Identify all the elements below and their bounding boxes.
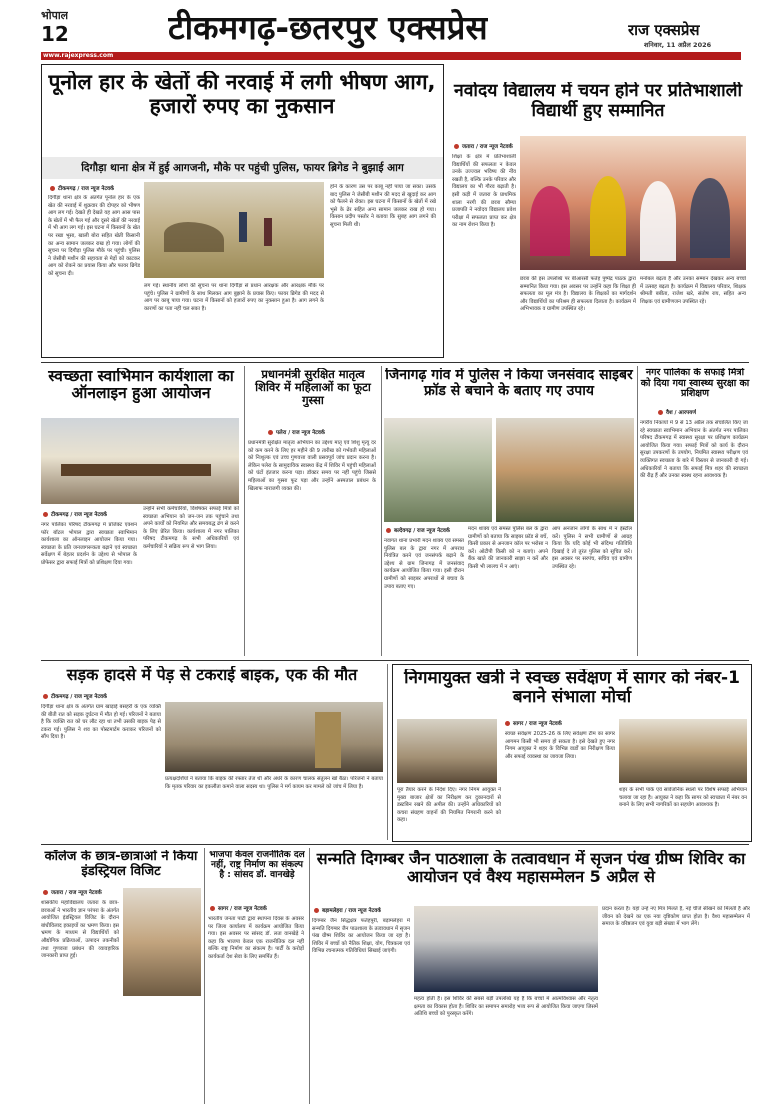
byline-dot-icon bbox=[314, 908, 319, 913]
camp-group-photo bbox=[414, 906, 598, 992]
byline-dot-icon bbox=[50, 186, 55, 191]
byline-text: जतारा / राज न्यूज नेटवर्क bbox=[462, 144, 513, 150]
story-column: लग गई। स्थानीय लोगों की सूचना पर थाना दिगौड़ा से प्रधान आरक्षक और आरक्षक मौके पर पहुंचे। पुलिस ने ग्रामीणों के साथ मिलकर आग बुझाने के प्रयास किए। फायर ब्रिगेड की मदद से आग पर काबू पाया गया। घटना में किसानों को हजारों रुपए का नुकसान हुआ है। आग लगने के कारणों का पता नहीं चल सका है। bbox=[144, 283, 324, 312]
story-college-visit bbox=[41, 848, 201, 1104]
inspection-photo bbox=[619, 719, 747, 783]
story-column: भारतीय जनता पार्टी द्वारा स्थापना दिवस के अवसर पर जिला कार्यालय में कार्यक्रम आयोजित किया गया। इस अवसर पर सांसद डॉ. लता वानखेड़े ने कहा कि भाजपा केवल एक राजनीतिक दल नहीं बल्कि राष्ट्र निर्माण का संकल्प है। पार्टी के करोड़ों कार्यकर्ता देश सेवा के लिए समर्पित हैं। bbox=[208, 916, 304, 960]
byline-dot-icon bbox=[43, 694, 48, 699]
story-navodaya bbox=[448, 64, 748, 354]
story-matritva bbox=[248, 366, 378, 656]
story-column: दिगम्बर जैन सिद्धक्षेत्र फतेहपुरी, बड़ामलेहरा में सन्मति दिगम्बर जैन पाठशाला के तत्वावधान में सृजन पंख ग्रीष्म शिविर का आयोजन किया जा रहा है। शिविर में बच्चों को नैतिक शिक्षा, योग, चित्रकला एवं विभिन्न रचनात्मक गतिविधियां सिखाई जाएंगी। bbox=[312, 918, 410, 955]
byline-text: सागर / राज न्यूज नेटवर्क bbox=[513, 721, 562, 727]
story-column: महत्व होती है। इस शिविर की सबसे बड़ी उपलब्धि यह है कि बच्चों में आत्मविश्वास और नेतृत्व क्षमता का विकास होता है। शिविर का समापन समारोह भव्य रूप से आयोजित किया जाएगा जिसमें अतिथि बच्चों को पुरस्कृत करेंगे। bbox=[414, 996, 598, 1018]
byline-text: टीकमगढ़ / राज न्यूज नेटवर्क bbox=[51, 512, 108, 518]
story-column: शासकीय महाविद्यालय जतारा के छात्र-छात्राओं ने भारतीय ज्ञान परंपरा के अंतर्गत आयोजित इंडस्ट्रियल विजिट के दौरान बांधीविलाद इकाइयों का भ्रमण किया। इस भ्रमण के माध्यम से विद्यार्थियों को औद्योगिक प्रक्रियाओं, उत्पादन तकनीकों तथा गुणवत्ता प्रबंधन की व्यावहारिक जानकारी प्राप्त हुई। bbox=[41, 900, 119, 960]
fire-field-photo bbox=[144, 182, 324, 278]
masthead-title: टीकमगढ़-छतरपुर एक्सप्रेस bbox=[168, 8, 488, 47]
byline-dot-icon bbox=[386, 528, 391, 533]
story-headline: सन्मति दिगम्बर जैन पाठशाला के तत्वावधान में सृजन पंख ग्रीष्म शिविर का आयोजन एवं वैश्य महासम्मेलन 5 अप्रैल से bbox=[316, 850, 746, 886]
workshop-photo bbox=[41, 418, 239, 504]
story-byline bbox=[43, 888, 102, 896]
story-column: मनोबल बढ़ता है और उनका सम्मान देखकर अन्य बच्चों में उत्साह बढ़ता है। कार्यक्रम में विद्यालय परिवार, शिक्षक श्रीमती बबीता, राजेश खरे, संतोष राय, सहित अन्य शिक्षक एवं ग्रामीणजन उपस्थित रहे। bbox=[640, 276, 746, 305]
byline-dot-icon bbox=[454, 144, 459, 149]
column-divider bbox=[204, 848, 205, 1104]
byline-text: बल्देवगढ़ / राज न्यूज नेटवर्क bbox=[394, 528, 450, 534]
byline-dot-icon bbox=[210, 906, 215, 911]
story-headline: भाजपा केवल राजनीतिक दल नहीं, राष्ट्र निर्माण का संकल्प है : सांसद डॉ. वानखेड़े bbox=[209, 850, 305, 881]
story-column: दिगौड़ा थाना क्षेत्र के अंतर्गत ग्राम खाड़ाई बसहरी के एक व्यक्ति की बीती रात को सड़क दुर्घटना में मौत हो गई। परिजनों ने बताया है कि व्यक्ति रात को घर लौट रहा था तभी उसकी बाइक पेड़ से टकरा गई। पुलिस ने शव का पोस्टमार्टम कराकर परिजनों को सौंप दिया है। bbox=[41, 704, 161, 741]
byline-text: टीकमगढ़ / राज न्यूज नेटवर्क bbox=[51, 694, 108, 700]
byline-dot-icon bbox=[268, 430, 273, 435]
story-sagar-cleanliness bbox=[392, 664, 752, 842]
city-label: भोपाल bbox=[41, 9, 69, 22]
story-headline: नवोदय विद्यालय में चयन होने पर प्रतिभाशाली विद्यार्थी हुए सम्मानित bbox=[453, 82, 742, 121]
story-headline: कॉलेज के छात्र-छात्राओं ने किया इंडस्ट्रियल विजिट bbox=[44, 850, 198, 879]
story-headline: प्रधानमंत्री सुरक्षित मातृत्व शिविर में महिलाओं का फूटा गुस्सा bbox=[255, 368, 371, 407]
story-fire bbox=[41, 64, 444, 358]
story-byline bbox=[658, 408, 696, 416]
story-byline bbox=[210, 904, 267, 912]
story-column: उन्होंने सभी कर्मचारियों, विशेषकर सफाई मित्रों को स्वच्छता अभियान को जन-जन तक पहुंचाने तथा अपने कार्यों को नियमित और समयबद्ध ढंग से करने के लिए प्रेरित किया। कार्यशाला में नगर पालिका परिषद टीकमगढ़ के सभी अधिकारियों एवं कर्मचारियों ने सक्रिय रूप से भाग लिया। bbox=[143, 506, 239, 550]
story-accident bbox=[41, 664, 383, 840]
story-workshop bbox=[41, 366, 241, 656]
column-divider bbox=[387, 664, 388, 840]
college-students-photo bbox=[123, 888, 201, 996]
story-byline bbox=[43, 692, 107, 700]
story-column: दिगौड़ा थाना क्षेत्र के अंतर्गत पूनोल हार के एक खेत की नरवाई में शुक्रवार की दोपहर को भीषण आग लग गई। देखते ही देखते यह आग आस पास के खेतों में भी फैल गई और दूसरे खेतों की नरवाई में भी आग लग गई। इस घटना में किसानों के खेत पर रखा भूसा, खाली बोरा सहित खेती किसानी का अन्य सामान जलकर राख हो गया। लोगों की सूचना पर दिगौड़ा पुलिस मौके पर पहुंची। पुलिस ने जेसीबी मशीन की सहायता से मेड़ों को काटकर आग को रोकने का प्रयास किया और फायर ब्रिगेड को सूचना दी। bbox=[48, 195, 140, 277]
accident-photo bbox=[165, 702, 383, 772]
column-divider bbox=[637, 366, 638, 656]
story-byline bbox=[505, 719, 562, 727]
story-headline: जिनागढ़ गांव में पुलिस ने किया जनसंवाद साइबर फ्रॉड से बचाने के बताए गए उपाय bbox=[385, 368, 633, 399]
byline-text: जतारा / राज न्यूज नेटवर्क bbox=[51, 890, 102, 896]
byline-text: सागर / राज न्यूज नेटवर्क bbox=[218, 906, 267, 912]
website-url[interactable]: www.rajexpress.com bbox=[43, 52, 114, 59]
story-column: नगर पालिका परिषद टीकमगढ़ में प्रोजेक्ट एक्शन फॉर बॉटल भोपाल द्वारा स्वच्छता स्वाभिमान कार्यशाला का ऑनलाइन आयोजन किया गया। स्वच्छता के प्रति जनजागरूकता बढ़ाने एवं स्वच्छता सर्वेक्षण में बेहतर प्रदर्शन के उद्देश्य से भोपाल के प्रोफेसर द्वारा सफाई मित्रों को प्रशिक्षण दिया गया। bbox=[41, 522, 137, 566]
story-jain-camp bbox=[312, 848, 750, 1104]
byline-dot-icon bbox=[43, 512, 48, 517]
story-column: प्रदान करता है। यहां उन्हें नए मित्र मिलते हैं, नई चीजें सीखने को मिलती हैं और जीवन को देखने का एक नया दृष्टिकोण प्राप्त होता है। वैश्य महासम्मेलन में समाज के वरिष्ठजन एवं युवा बड़ी संख्या में भाग लेंगे। bbox=[602, 906, 750, 928]
story-column: प्रधानमंत्री सुरक्षित मातृत्व अभियान का उद्देश्य मातृ एवं शिशु मृत्यु दर को कम करने के लिए हर महीने की 9 तारीख को गर्भवती महिलाओं को निःशुल्क एवं उच्च गुणवत्ता वाली प्रसवपूर्व जांच प्रदान करना है। लेकिन पलेरा के सामुदायिक स्वास्थ्य केंद्र में शिविर में पहुंची महिलाओं को घंटों इंतजार करना पड़ा। डॉक्टर समय पर नहीं पहुंचे जिससे महिलाओं का गुस्सा फूट पड़ा और उन्होंने अस्पताल प्रबंधन के खिलाफ नाराजगी व्यक्त की। bbox=[248, 440, 376, 492]
page-number: 12 bbox=[41, 22, 69, 46]
edition-date: शनिवार, 11 अप्रैल 2026 bbox=[644, 41, 712, 49]
column-divider bbox=[381, 366, 382, 656]
story-headline: नगर पालिका के सफाई मित्रों को दिया गया स्वास्थ्य सुरक्षा का प्रशिक्षण bbox=[640, 368, 750, 400]
section-divider bbox=[41, 660, 749, 661]
byline-text: वैश / आरपयर्ण bbox=[666, 410, 697, 416]
story-column: होने के कारण उस पर काबू नहीं पाया जा सका। उसके बाद पुलिस ने जेसीबी मशीन की मदद से खुदाई कर आग को फैलने से रोका। इस घटना में किसानों के खेतों में रखे भूसे के ढेर सहित अन्य सामान जलकर राख हो गया। किसान प्रदीप पस्तोर ने बताया कि सुबह आग लगने की सूचना मिली थी। bbox=[330, 184, 436, 228]
story-bjp bbox=[208, 848, 306, 1104]
story-column: नगरीय निकायों में 9 से 13 अप्रैल तक संचालित किए जा रहे स्वच्छता स्वाभिमान अभियान के अंतर्गत नगर पालिका परिषद टीकमगढ़ में स्वास्थ्य सुरक्षा पर प्रशिक्षण कार्यक्रम आयोजित किया गया। सफाई मित्रों को कार्य के दौरान सुरक्षा उपकरणों के उपयोग, नियमित स्वास्थ्य परीक्षण एवं व्यक्तिगत स्वच्छता के बारे में विस्तार से जानकारी दी गई। अधिकारियों ने बताया कि सफाई मित्र शहर की स्वच्छता की रीढ़ हैं और उनका स्वस्थ रहना आवश्यक है। bbox=[640, 420, 748, 480]
byline-dot-icon bbox=[43, 890, 48, 895]
story-byline bbox=[454, 142, 513, 150]
commissioner-photo bbox=[397, 719, 497, 783]
column-divider bbox=[309, 848, 310, 1104]
byline-dot-icon bbox=[658, 410, 663, 415]
story-headline: पूनोल हार के खेतों की नरवाई में लगी भीषण आग, हजारों रुपए का नुकसान bbox=[48, 71, 436, 118]
story-headline: स्वच्छता स्वाभिमान कार्यशाला का ऑनलाइन हुआ आयोजन bbox=[48, 368, 234, 403]
story-column: प्रत्यक्षदर्शियों ने बताया कि बाइक की रफ्तार तेज थी और अंधेरे के कारण चालक संतुलन खो बैठा। परिजनों ने बताया कि मृतक परिवार का इकलौता कमाने वाला सदस्य था। पुलिस ने मर्ग कायम कर मामले को जांच में लिया है। bbox=[165, 776, 383, 790]
story-column: आप अनजान लोगों के साथ में न इंस्टॉल करें। पुलिस ने सभी ग्रामीणों से आग्रह किया कि यदि कोई भी संदिग्ध गतिविधि दिखाई दे तो तुरंत पुलिस को सूचित करें। इस अवसर पर सरपंच, सचिव एवं ग्रामीण उपस्थित रहे। bbox=[552, 526, 632, 570]
villagers-photo bbox=[496, 418, 634, 522]
story-byline bbox=[268, 428, 325, 436]
story-byline bbox=[43, 510, 107, 518]
story-column: नवागत थाना प्रभारी मदन शाक्य एवं समस्त पुलिस बल के द्वारा नगर में अपराध नियंत्रित करने एवं जनसंपर्क बढ़ाने के उद्देश्य से ग्राम जिनागढ़ में जनसंवाद कार्यक्रम आयोजित किया गया। इसी दौरान ग्रामीणों को साइबर अपराधों से बचाव के उपाय बताए गए। bbox=[384, 538, 464, 590]
story-column: शहर के सभी पार्क एवं सार्वजनिक स्थलों पर विशेष सफाई अभियान चलाया जा रहा है। आयुक्त ने कहा कि सागर को स्वच्छता में नंबर वन बनाने के लिए सभी नागरिकों का सहयोग आवश्यक है। bbox=[619, 787, 747, 809]
students-photo bbox=[520, 136, 746, 270]
story-jinagarh bbox=[384, 366, 634, 656]
story-headline: निगमायुक्त खत्री ने स्वच्छ सर्वेक्षण में सागर को नंबर-1 बनाने संभाला मोर्चा bbox=[404, 669, 740, 708]
section-divider bbox=[41, 844, 749, 845]
byline-text: पलेरा / राज न्यूज नेटवर्क bbox=[276, 430, 325, 436]
story-column: स्वच्छ सर्वेक्षण 2025-26 के लिए सर्वेक्षण टीम का सागर आगमन किसी भी समय हो सकता है। इसे देखते हुए नगर निगम आयुक्त ने शहर के विभिन्न वार्डों का निरीक्षण किया और सफाई व्यवस्था का जायजा लिया। bbox=[505, 731, 615, 760]
story-subhead: दिगौड़ा थाना क्षेत्र में हुई आगजनी, मौके पर पहुंची पुलिस, फायर ब्रिगेड ने बुझाई आग bbox=[42, 157, 443, 179]
byline-text: बड़ामलेहरा / राज न्यूज नेटवर्क bbox=[322, 908, 382, 914]
story-byline bbox=[50, 184, 114, 192]
byline-dot-icon bbox=[505, 721, 510, 726]
byline-text: टीकमगढ़ / राज न्यूज नेटवर्क bbox=[58, 186, 115, 192]
column-divider bbox=[244, 366, 245, 656]
masthead bbox=[0, 0, 778, 52]
story-safai-mitra bbox=[640, 366, 750, 656]
website-bar bbox=[41, 52, 741, 60]
police-meeting-photo bbox=[384, 418, 492, 522]
story-column: पूरा तैयार करने के निर्देश दिए। नगर निगम आयुक्त ने मुख्य बाजार क्षेत्रों का निरीक्षण कर दुकानदारों से डस्टबिन रखने की अपील की। उन्होंने अधिकारियों को कचरा संग्रहण वाहनों की नियमित निगरानी करने को कहा। bbox=[397, 787, 501, 824]
story-column: मदन शाक्य एवं समस्त पुलिस बल के द्वारा ग्रामीणों को बताया कि साइबर फ्रॉड से बचें, किसी प्रकार से अनजान कॉल पर भरोसा न करें। ओटीपी किसी को न बताएं। अपने बैंक खाते की जानकारी साझा न करें और किसी भी लालच में न आएं। bbox=[468, 526, 548, 570]
section-divider bbox=[41, 362, 749, 363]
story-column: शिक्षा के क्षेत्र में प्रतिभाशाली विद्यार्थियों की सफलता न केवल उनके उज्ज्वल भविष्य की नींव रखती है, बल्कि उनके परिवार और विद्यालय का भी गौरव बढ़ाती है। इसी कड़ी में जतारा के प्राथमिक शाला नरगी की छात्रा सौम्या प्रजापति ने नवोदय विद्यालय प्रवेश परीक्षा में सफलता प्राप्त कर क्षेत्र का नाम रोशन किया है। bbox=[452, 154, 516, 229]
story-headline: सड़क हादसे में पेड़ से टकराई बाइक, एक की मौत bbox=[66, 666, 358, 684]
brand-logo: राज एक्सप्रेस bbox=[628, 21, 700, 39]
story-column: छात्रा की इस उपलब्धि पर बीआरसी फतेह पुष्पेंद्र पाठक द्वारा सम्मानित किया गया। इस अवसर पर उन्होंने कहा कि शिक्षा ही सफलता का मूल मंत्र है। विद्यालय के शिक्षकों का मार्गदर्शन और विद्यार्थियों का परिश्रम ही सफलता दिलाता है। कार्यक्रम में अभिभावक व ग्रामीण उपस्थित रहे। bbox=[520, 276, 636, 313]
story-byline bbox=[314, 906, 381, 914]
story-byline bbox=[386, 526, 450, 534]
